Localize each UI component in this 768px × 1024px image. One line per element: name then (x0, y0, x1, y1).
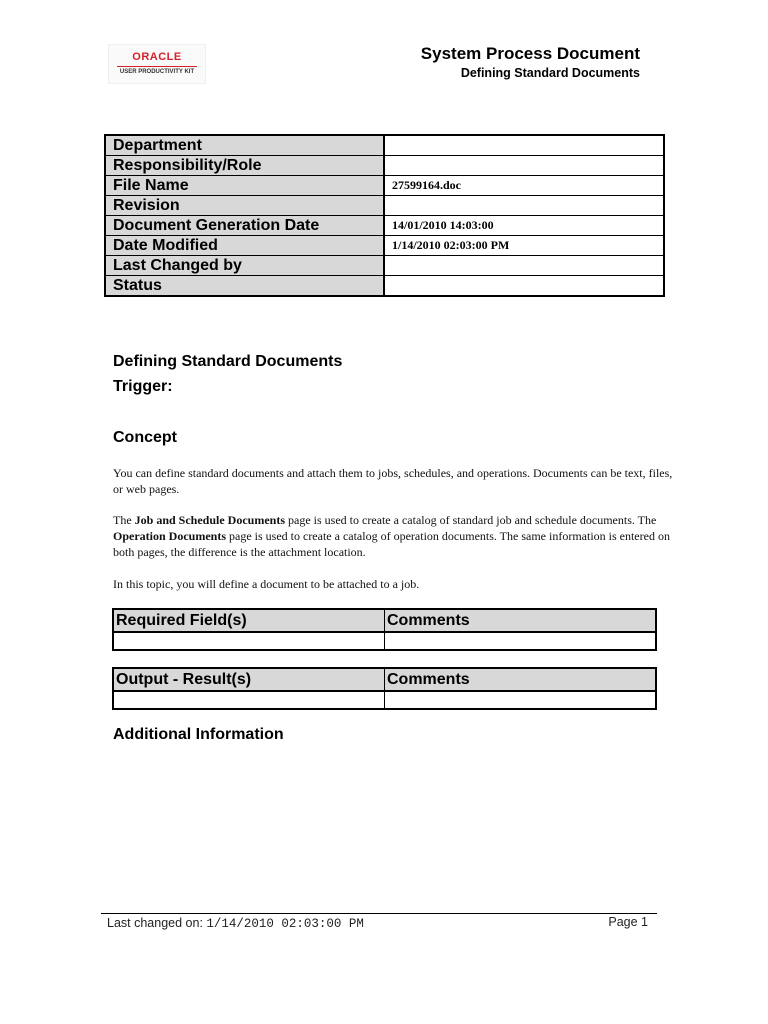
para-bold-term: Operation Documents (113, 529, 226, 543)
para-text: page is used to create a catalog of standard job and schedule documents. The (285, 513, 657, 527)
para-bold-term: Job and Schedule Documents (134, 513, 286, 527)
meta-value: 27599164.doc (384, 176, 664, 196)
meta-label: Department (105, 135, 384, 156)
table-header-row (113, 609, 656, 632)
footer-label: Last changed on: (107, 916, 207, 930)
table-row (105, 196, 664, 216)
concept-paragraph-2 (113, 512, 673, 560)
meta-value: 14/01/2010 14:03:00 (384, 216, 664, 236)
column-header: Comments (385, 609, 657, 632)
meta-value (384, 135, 664, 156)
meta-value (384, 256, 664, 276)
meta-value (384, 196, 664, 216)
concept-paragraph-1: You can define standard documents and attach them to jobs, schedules, and operations. Documents can be text, files, or web pages. (113, 466, 673, 496)
meta-value: 1/14/2010 02:03:00 PM (384, 236, 664, 256)
table-row (105, 135, 664, 156)
para-text: page is used to create a catalog of operation documents. The same information is entered on both pages, the difference is the attachment location. (113, 529, 670, 559)
required-fields-table (112, 608, 657, 651)
table-row (105, 236, 664, 256)
meta-label: Last Changed by (105, 256, 384, 276)
table-row (113, 691, 656, 709)
table-row (105, 216, 664, 236)
table-row (113, 632, 656, 650)
document-subtitle: Defining Standard Documents (460, 66, 640, 80)
table-row (105, 256, 664, 276)
meta-value (384, 276, 664, 297)
column-header: Required Field(s) (113, 609, 385, 632)
table-cell (385, 632, 657, 650)
table-row (105, 176, 664, 196)
document-title: System Process Document (420, 44, 640, 63)
meta-label: Responsibility/Role (105, 156, 384, 176)
concept-heading: Concept (113, 429, 177, 446)
table-cell (113, 632, 385, 650)
column-header: Comments (385, 668, 657, 691)
meta-value (384, 156, 664, 176)
output-results-table (112, 667, 657, 710)
procedure-title: Defining Standard Documents (113, 353, 343, 370)
additional-information-heading: Additional Information (113, 726, 284, 743)
trigger-label: Trigger: (113, 378, 173, 395)
oracle-upk-logo (108, 44, 206, 84)
meta-label: Date Modified (105, 236, 384, 256)
logo-subtitle: USER PRODUCTIVITY KIT (119, 69, 195, 75)
metadata-table (104, 134, 665, 297)
logo-rule (117, 66, 197, 67)
column-header: Output - Result(s) (113, 668, 385, 691)
footer-divider (101, 913, 657, 914)
table-cell (113, 691, 385, 709)
meta-label: File Name (105, 176, 384, 196)
logo-brand: ORACLE (132, 51, 182, 63)
para-text: The (113, 513, 135, 527)
table-row (105, 156, 664, 176)
footer-last-changed (107, 916, 364, 931)
meta-label: Document Generation Date (105, 216, 384, 236)
page-number: Page 1 (608, 915, 648, 929)
footer-timestamp: 1/14/2010 02:03:00 PM (206, 917, 364, 931)
table-cell (385, 691, 657, 709)
table-header-row (113, 668, 656, 691)
meta-label: Status (105, 276, 384, 297)
table-row (105, 276, 664, 297)
concept-paragraph-3: In this topic, you will define a document to be attached to a job. (113, 577, 420, 591)
meta-label: Revision (105, 196, 384, 216)
